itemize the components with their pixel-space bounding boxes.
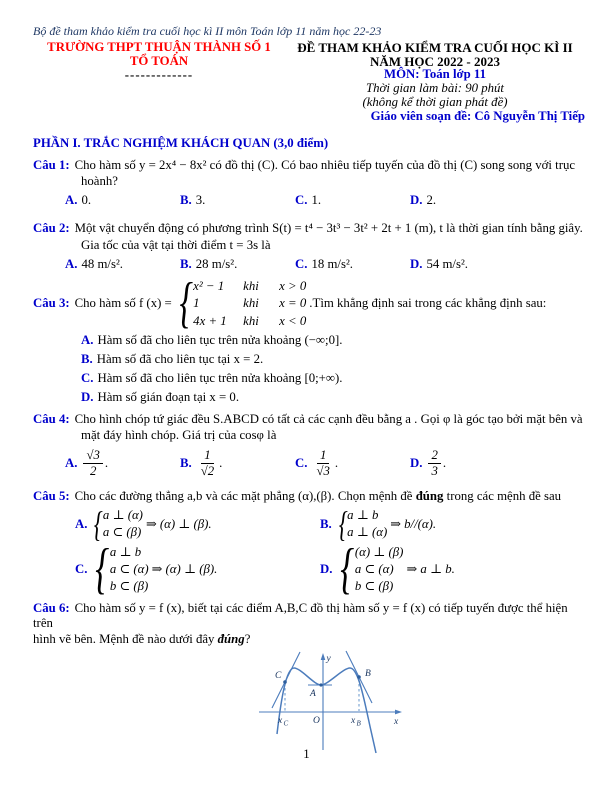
question-4-text: Cho hình chóp tứ giác đều S.ABCD có tất cả các cạnh đều bằng a . Gọi φ là góc tạo bởi mặt bên và bbox=[74, 411, 583, 426]
option-b: B. 3. bbox=[180, 193, 206, 208]
question-4-label: Câu 4: bbox=[33, 411, 70, 426]
question-4-options bbox=[65, 448, 585, 478]
x-axis-label: x bbox=[394, 717, 399, 728]
exam-author: Giáo viên soạn đề: Cô Nguyễn Thị Tiếp bbox=[370, 109, 585, 124]
point-b-marker bbox=[357, 675, 361, 679]
exam-title-block bbox=[285, 41, 585, 124]
exam-duration: Thời gian làm bài: 90 phút bbox=[365, 81, 504, 95]
point-a-marker bbox=[319, 684, 322, 687]
question-3 bbox=[33, 272, 585, 405]
x-axis-arrow-icon bbox=[395, 710, 402, 715]
fraction: $\frac{√3}{2}$ bbox=[83, 448, 102, 478]
question-5-options bbox=[75, 503, 585, 600]
question-6-text-line2: hình vẽ bên. Mệnh đề nào dưới đây đúng? bbox=[33, 632, 251, 647]
option-a: A. Hàm số đã cho liên tục trên nửa khoảng (−∞;0]. bbox=[81, 333, 343, 348]
option-a: A. 48 m/s². bbox=[65, 256, 123, 271]
option-a: A. { a ⊥ (α) a ⊂ (β) ⇒ (α) ⊥ (β). bbox=[75, 503, 212, 544]
page-number: 1 bbox=[303, 747, 310, 762]
option-b: B. $\frac{1}{√2}$ . bbox=[180, 448, 223, 478]
question-6-label: Câu 6: bbox=[33, 600, 70, 615]
question-2-options bbox=[65, 257, 585, 272]
school-name: TRƯỜNG THPT THUẬN THÀNH SỐ 1 bbox=[47, 39, 271, 54]
exam-duration-note: (không kể thời gian phát đề) bbox=[362, 94, 508, 109]
option-b: B. Hàm số đã cho liên tục tại x = 2. bbox=[81, 351, 264, 366]
fraction: $\frac{2}{3}$ bbox=[428, 448, 440, 478]
piecewise-function: { x² − 1 khi x > 0 1 khi x = 0 4x + 1 khi x < 0 bbox=[179, 272, 307, 335]
option-a: A. $\frac{√3}{2}$ . bbox=[65, 448, 109, 478]
origin-label: O bbox=[313, 716, 320, 727]
school-block bbox=[33, 41, 285, 124]
question-3-text: .Tìm khẳng định sai trong các khẳng định sau: bbox=[309, 296, 547, 311]
emphasis-word: đúng bbox=[217, 632, 245, 647]
question-5-label: Câu 5: bbox=[33, 488, 70, 503]
question-2-text: Một vật chuyển động có phương trình S(t) = t⁴ − 3t³ − 3t² + 2t + 1 (m), t là thời gian tính bằng giây. bbox=[74, 221, 583, 236]
point-a-label: A bbox=[310, 689, 316, 700]
system-of-conditions: { a ⊥ b a ⊂ (α) b ⊂ (β) ⇒ (α) ⊥ (β). bbox=[95, 537, 218, 600]
option-d: D. 54 m/s². bbox=[410, 256, 468, 271]
option-c: C. 1. bbox=[295, 193, 322, 208]
y-axis-label: y bbox=[326, 654, 331, 665]
y-axis-arrow-icon bbox=[321, 653, 326, 660]
option-d: D. $\frac{2}{3}$ . bbox=[410, 448, 447, 478]
question-3-label: Câu 3: bbox=[33, 296, 70, 311]
question-2-label: Câu 2: bbox=[33, 221, 70, 236]
question-1-text-line2: hoành? bbox=[81, 174, 118, 189]
emphasis-word: đúng bbox=[415, 488, 444, 503]
option-a: A. 0. bbox=[65, 193, 92, 208]
option-d: D. Hàm số gián đoạn tại x = 0. bbox=[81, 389, 240, 404]
brace-icon: { bbox=[179, 272, 193, 335]
option-c: C. { a ⊥ b a ⊂ (α) b ⊂ (β) ⇒ (α) ⊥ (β). bbox=[75, 537, 218, 600]
question-3-intro: Cho hàm số f (x) = bbox=[74, 296, 172, 311]
option-b: B. 28 m/s². bbox=[180, 256, 238, 271]
question-4 bbox=[33, 412, 585, 479]
question-1 bbox=[33, 158, 585, 209]
xb-label: x bbox=[351, 716, 356, 727]
divider-dashes: ------------- bbox=[124, 67, 194, 82]
option-d: D. 2. bbox=[410, 193, 437, 208]
question-5-text: Cho các đường thẳng a,b và các mặt phẳng (α),(β). Chọn mệnh đề đúng trong các mệnh đề sau bbox=[74, 488, 562, 503]
question-1-label: Câu 1: bbox=[33, 157, 70, 172]
school-department: TỔ TOÁN bbox=[129, 53, 189, 68]
section-title: PHẦN I. TRẮC NGHIỆM KHÁCH QUAN (3,0 điểm) bbox=[33, 135, 329, 150]
question-1-options bbox=[65, 193, 585, 208]
exam-title: ĐỀ THAM KHẢO KIỂM TRA CUỐI HỌC KÌ II bbox=[297, 39, 573, 55]
xc-label: x bbox=[278, 716, 283, 727]
point-c-marker bbox=[283, 680, 287, 684]
option-c: C. $\frac{1}{√3}$ . bbox=[295, 448, 339, 478]
xc-label-sub: C bbox=[283, 719, 289, 728]
header bbox=[33, 41, 585, 124]
exam-subject: MÔN: Toán lớp 11 bbox=[383, 67, 487, 82]
brace-icon: { bbox=[340, 537, 355, 600]
system-of-conditions: { a ⊥ (α) a ⊂ (β) ⇒ (α) ⊥ (β). bbox=[94, 503, 212, 544]
system-of-conditions: { a ⊥ b a ⊥ (α) ⇒ b//(α). bbox=[338, 503, 437, 544]
point-b-label: B bbox=[365, 669, 371, 680]
point-c-label: C bbox=[275, 671, 282, 682]
system-of-conditions: { (α) ⊥ (β) a ⊂ (α) b ⊂ (β) ⇒ a ⊥ b. bbox=[340, 537, 455, 600]
brace-icon: { bbox=[338, 503, 348, 544]
question-4-text-line2: mặt đáy hình chóp. Giá trị của cosφ là bbox=[81, 428, 277, 443]
exam-school-year: NĂM HỌC 2022 - 2023 bbox=[370, 53, 500, 69]
question-5 bbox=[33, 488, 585, 600]
brace-icon: { bbox=[95, 537, 110, 600]
fraction: $\frac{1}{√3}$ bbox=[316, 448, 330, 478]
document-series-line: Bộ đề tham khảo kiểm tra cuối học kì II môn Toán lớp 11 năm học 22-23 bbox=[33, 24, 382, 38]
fraction: $\frac{1}{√2}$ bbox=[200, 448, 215, 478]
question-6-text: Cho hàm số y = f (x), biết tại các điểm A,B,C đồ thị hàm số y = f (x) có tiếp tuyến được thể hiện trên bbox=[33, 600, 568, 630]
brace-icon: { bbox=[94, 503, 104, 544]
xb-label-sub: B bbox=[356, 719, 361, 728]
option-d: D. { (α) ⊥ (β) a ⊂ (α) b ⊂ (β) ⇒ a ⊥ b. bbox=[320, 537, 455, 600]
option-b: B. { a ⊥ b a ⊥ (α) ⇒ b//(α). bbox=[320, 503, 437, 544]
question-2-text-line2: Gia tốc của vật tại thời điểm t = 3s là bbox=[81, 237, 271, 252]
question-2 bbox=[33, 221, 585, 272]
option-c: C. Hàm số đã cho liên tục trên nửa khoảng [0;+∞). bbox=[81, 370, 343, 385]
question-1-text: Cho hàm số y = 2x⁴ − 8x² có đồ thị (C). Có bao nhiêu tiếp tuyến của đồ thị (C) song song với trục bbox=[74, 157, 576, 172]
option-c: C. 18 m/s². bbox=[295, 256, 353, 271]
